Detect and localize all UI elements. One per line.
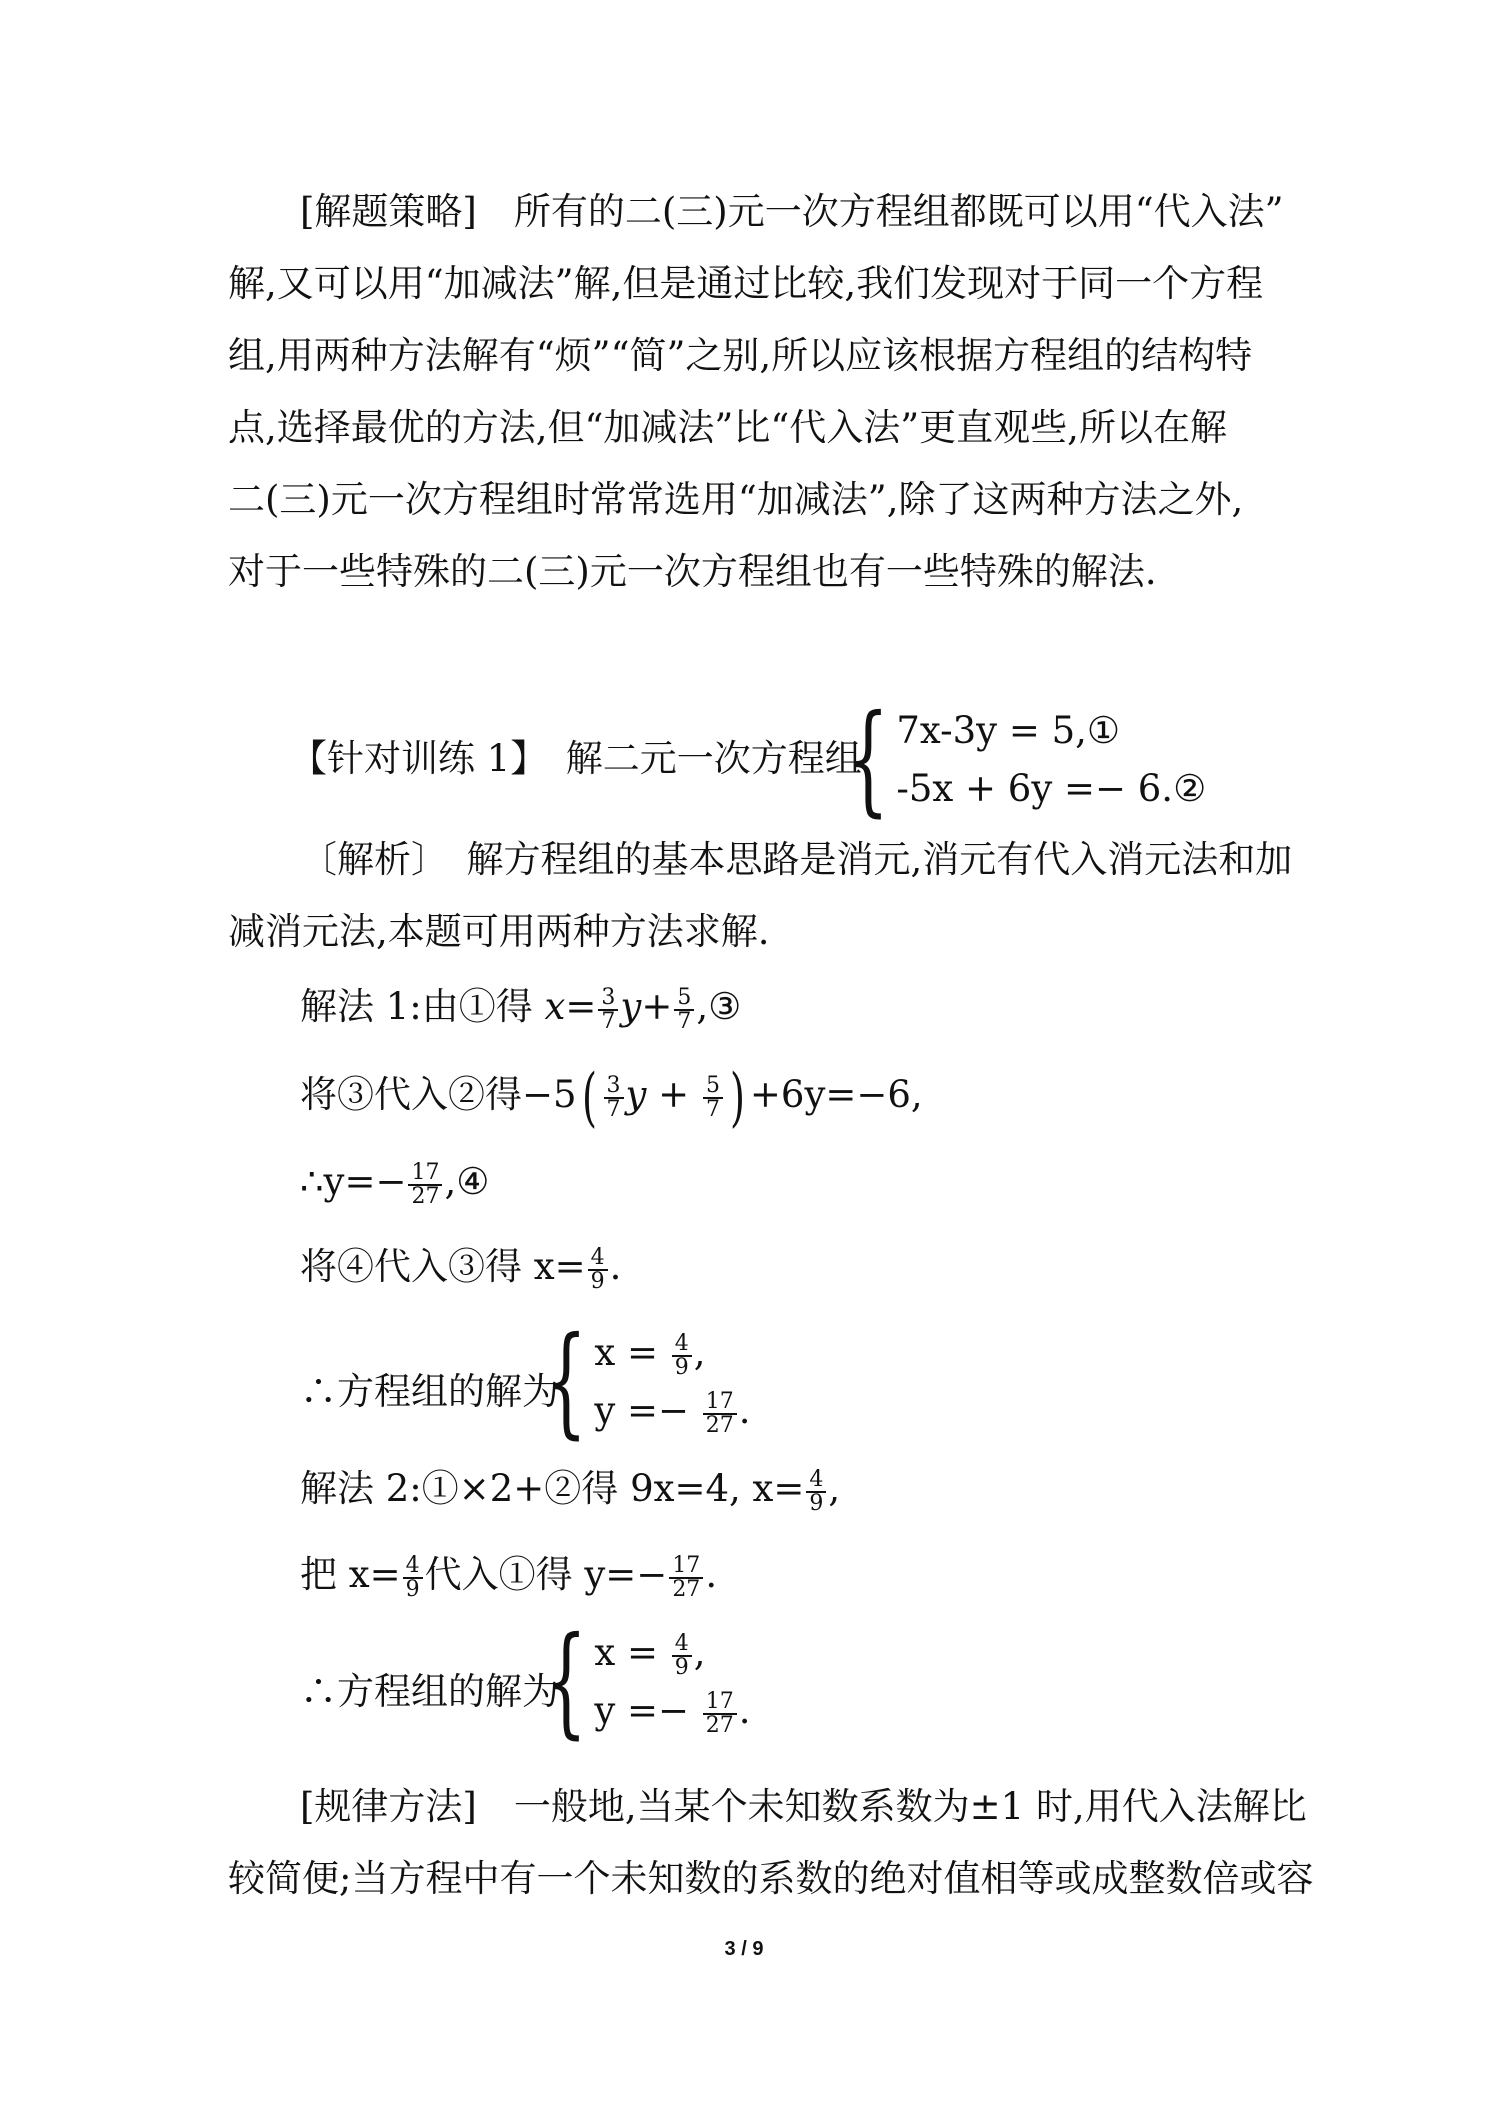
fraction — [672, 1630, 692, 1680]
page-number: 3 / 9 — [724, 1938, 764, 1960]
sol-y-label: y =− — [594, 1389, 701, 1432]
system-row-2: -5x + 6y =− 6.② — [896, 767, 1207, 810]
fraction — [588, 1244, 608, 1294]
strategy-line-5: 二(三)元一次方程组时常常选用“加减法”,除了这两种方法之外, — [228, 478, 1244, 521]
solution-x: x = $\frac{4}{9}$ , — [594, 1630, 706, 1680]
put-mid: 代入①得 y=− — [424, 1553, 668, 1596]
fraction — [703, 1388, 737, 1438]
fraction-num: 4 — [403, 1555, 423, 1579]
fraction-den: 7 — [606, 1096, 621, 1122]
fraction-den: 27 — [705, 1712, 734, 1738]
method1-suffix: ,③ — [696, 985, 742, 1028]
fraction — [672, 1330, 692, 1380]
analysis-line-1: 〔解析〕 解方程组的基本思路是消元,消元有代入消元法和加 — [300, 838, 1293, 881]
sub2-prefix: 将④代入③得 x= — [300, 1245, 586, 1288]
fraction — [806, 1466, 826, 1516]
fraction-num: 17 — [703, 1691, 737, 1715]
method1-line: 解法 1:由①得 x= $\frac{3}{7}$ y+ $\frac{5}{7}$ ,③ — [300, 984, 742, 1034]
fraction-num: 4 — [672, 1633, 692, 1657]
fraction-den: 9 — [590, 1268, 605, 1294]
fraction-num: 3 — [604, 1075, 624, 1099]
rule-line-1: [规律方法] 一般地,当某个未知数系数为±1 时,用代入法解比 — [300, 1785, 1307, 1828]
fraction-den: 7 — [601, 1008, 616, 1034]
fraction — [408, 1159, 442, 1209]
put-line — [300, 1553, 717, 1601]
fraction-num: 5 — [674, 987, 694, 1011]
fraction-den: 9 — [674, 1654, 689, 1680]
put-suffix: . — [705, 1553, 718, 1596]
substitution-2-line — [300, 1245, 621, 1293]
system-row-1: 7x-3y = 5,① — [896, 709, 1121, 752]
method1-prefix: 解法 1:由①得 — [300, 985, 545, 1028]
strategy-line-1: [解题策略] 所有的二(三)元一次方程组都既可以用“代入法” — [300, 190, 1284, 233]
strategy-line-6: 对于一些特殊的二(三)元一次方程组也有一些特殊的解法. — [228, 550, 1157, 593]
left-brace: { — [847, 690, 890, 829]
sol-x-label: x = — [594, 1331, 670, 1374]
solution-y: y =− $\frac{17}{27}$ . — [594, 1388, 751, 1438]
rule-line-2: 较简便;当方程中有一个未知数的系数的绝对值相等或成整数倍或容 — [228, 1857, 1314, 1900]
therefore-y-line — [300, 1160, 489, 1208]
fraction-den: 9 — [674, 1354, 689, 1380]
left-brace: { — [545, 1612, 588, 1751]
fraction-den: 27 — [672, 1576, 701, 1602]
put-prefix: 把 x= — [300, 1553, 401, 1596]
sol-x-label: x = — [594, 1631, 670, 1674]
fraction — [598, 984, 618, 1034]
left-brace: { — [545, 1312, 588, 1451]
sol-y-label: y =− — [594, 1689, 701, 1732]
solution-system-1 — [536, 1312, 751, 1451]
therefore-y-suffix: ,④ — [444, 1160, 490, 1203]
solution-label-1: ∴方程组的解为 — [300, 1370, 559, 1413]
strategy-line-2: 解,又可以用“加减法”解,但是通过比较,我们发现对于同一个方程 — [228, 262, 1264, 305]
fraction — [403, 1552, 423, 1602]
fraction-num: 3 — [598, 987, 618, 1011]
fraction-den: 9 — [405, 1576, 420, 1602]
method2-suffix: , — [828, 1467, 841, 1510]
analysis-line-2: 减消元法,本题可用两种方法求解. — [228, 910, 770, 953]
solution-system-2 — [536, 1612, 751, 1751]
fraction-den: 7 — [705, 1096, 720, 1122]
solution-label-2: ∴方程组的解为 — [300, 1670, 559, 1713]
fraction-den: 9 — [809, 1490, 824, 1516]
therefore-y-prefix: ∴y=− — [300, 1160, 407, 1203]
method2-line — [300, 1467, 840, 1515]
fraction-den: 27 — [411, 1183, 440, 1209]
fraction-num: 4 — [588, 1247, 608, 1271]
method2-prefix: 解法 2:①×2+②得 9x=4, x= — [300, 1467, 805, 1510]
sub-prefix: 将③代入②得−5 — [300, 1073, 577, 1116]
sub-suffix: +6y=−6, — [749, 1073, 923, 1116]
sub2-suffix: . — [609, 1245, 622, 1288]
equation-system — [838, 690, 1207, 829]
training-label: 【针对训练 1】 解二元一次方程组 — [290, 737, 862, 780]
fraction — [703, 1688, 737, 1738]
fraction-den: 7 — [677, 1008, 692, 1034]
fraction-num: 17 — [703, 1391, 737, 1415]
fraction-num: 17 — [669, 1555, 703, 1579]
substitution-line: 将③代入②得−5( $\frac{3}{7}$ y + $\frac{5}{7}$ ) +6y=−6, — [300, 1060, 923, 1135]
strategy-line-4: 点,选择最优的方法,但“加减法”比“代入法”更直观些,所以在解 — [228, 406, 1227, 449]
fraction — [669, 1552, 703, 1602]
strategy-line-3: 组,用两种方法解有“烦”“简”之别,所以应该根据方程组的结构特 — [228, 334, 1253, 377]
solution-x: x = $\frac{4}{9}$ , — [594, 1330, 706, 1380]
fraction-num: 4 — [806, 1469, 826, 1493]
fraction — [674, 984, 694, 1034]
fraction-den: 27 — [705, 1412, 734, 1438]
fraction — [604, 1072, 624, 1122]
fraction-num: 17 — [408, 1162, 442, 1186]
fraction — [703, 1072, 723, 1122]
solution-y: y =− $\frac{17}{27}$ . — [594, 1688, 751, 1738]
fraction-num: 4 — [672, 1333, 692, 1357]
fraction-num: 5 — [703, 1075, 723, 1099]
